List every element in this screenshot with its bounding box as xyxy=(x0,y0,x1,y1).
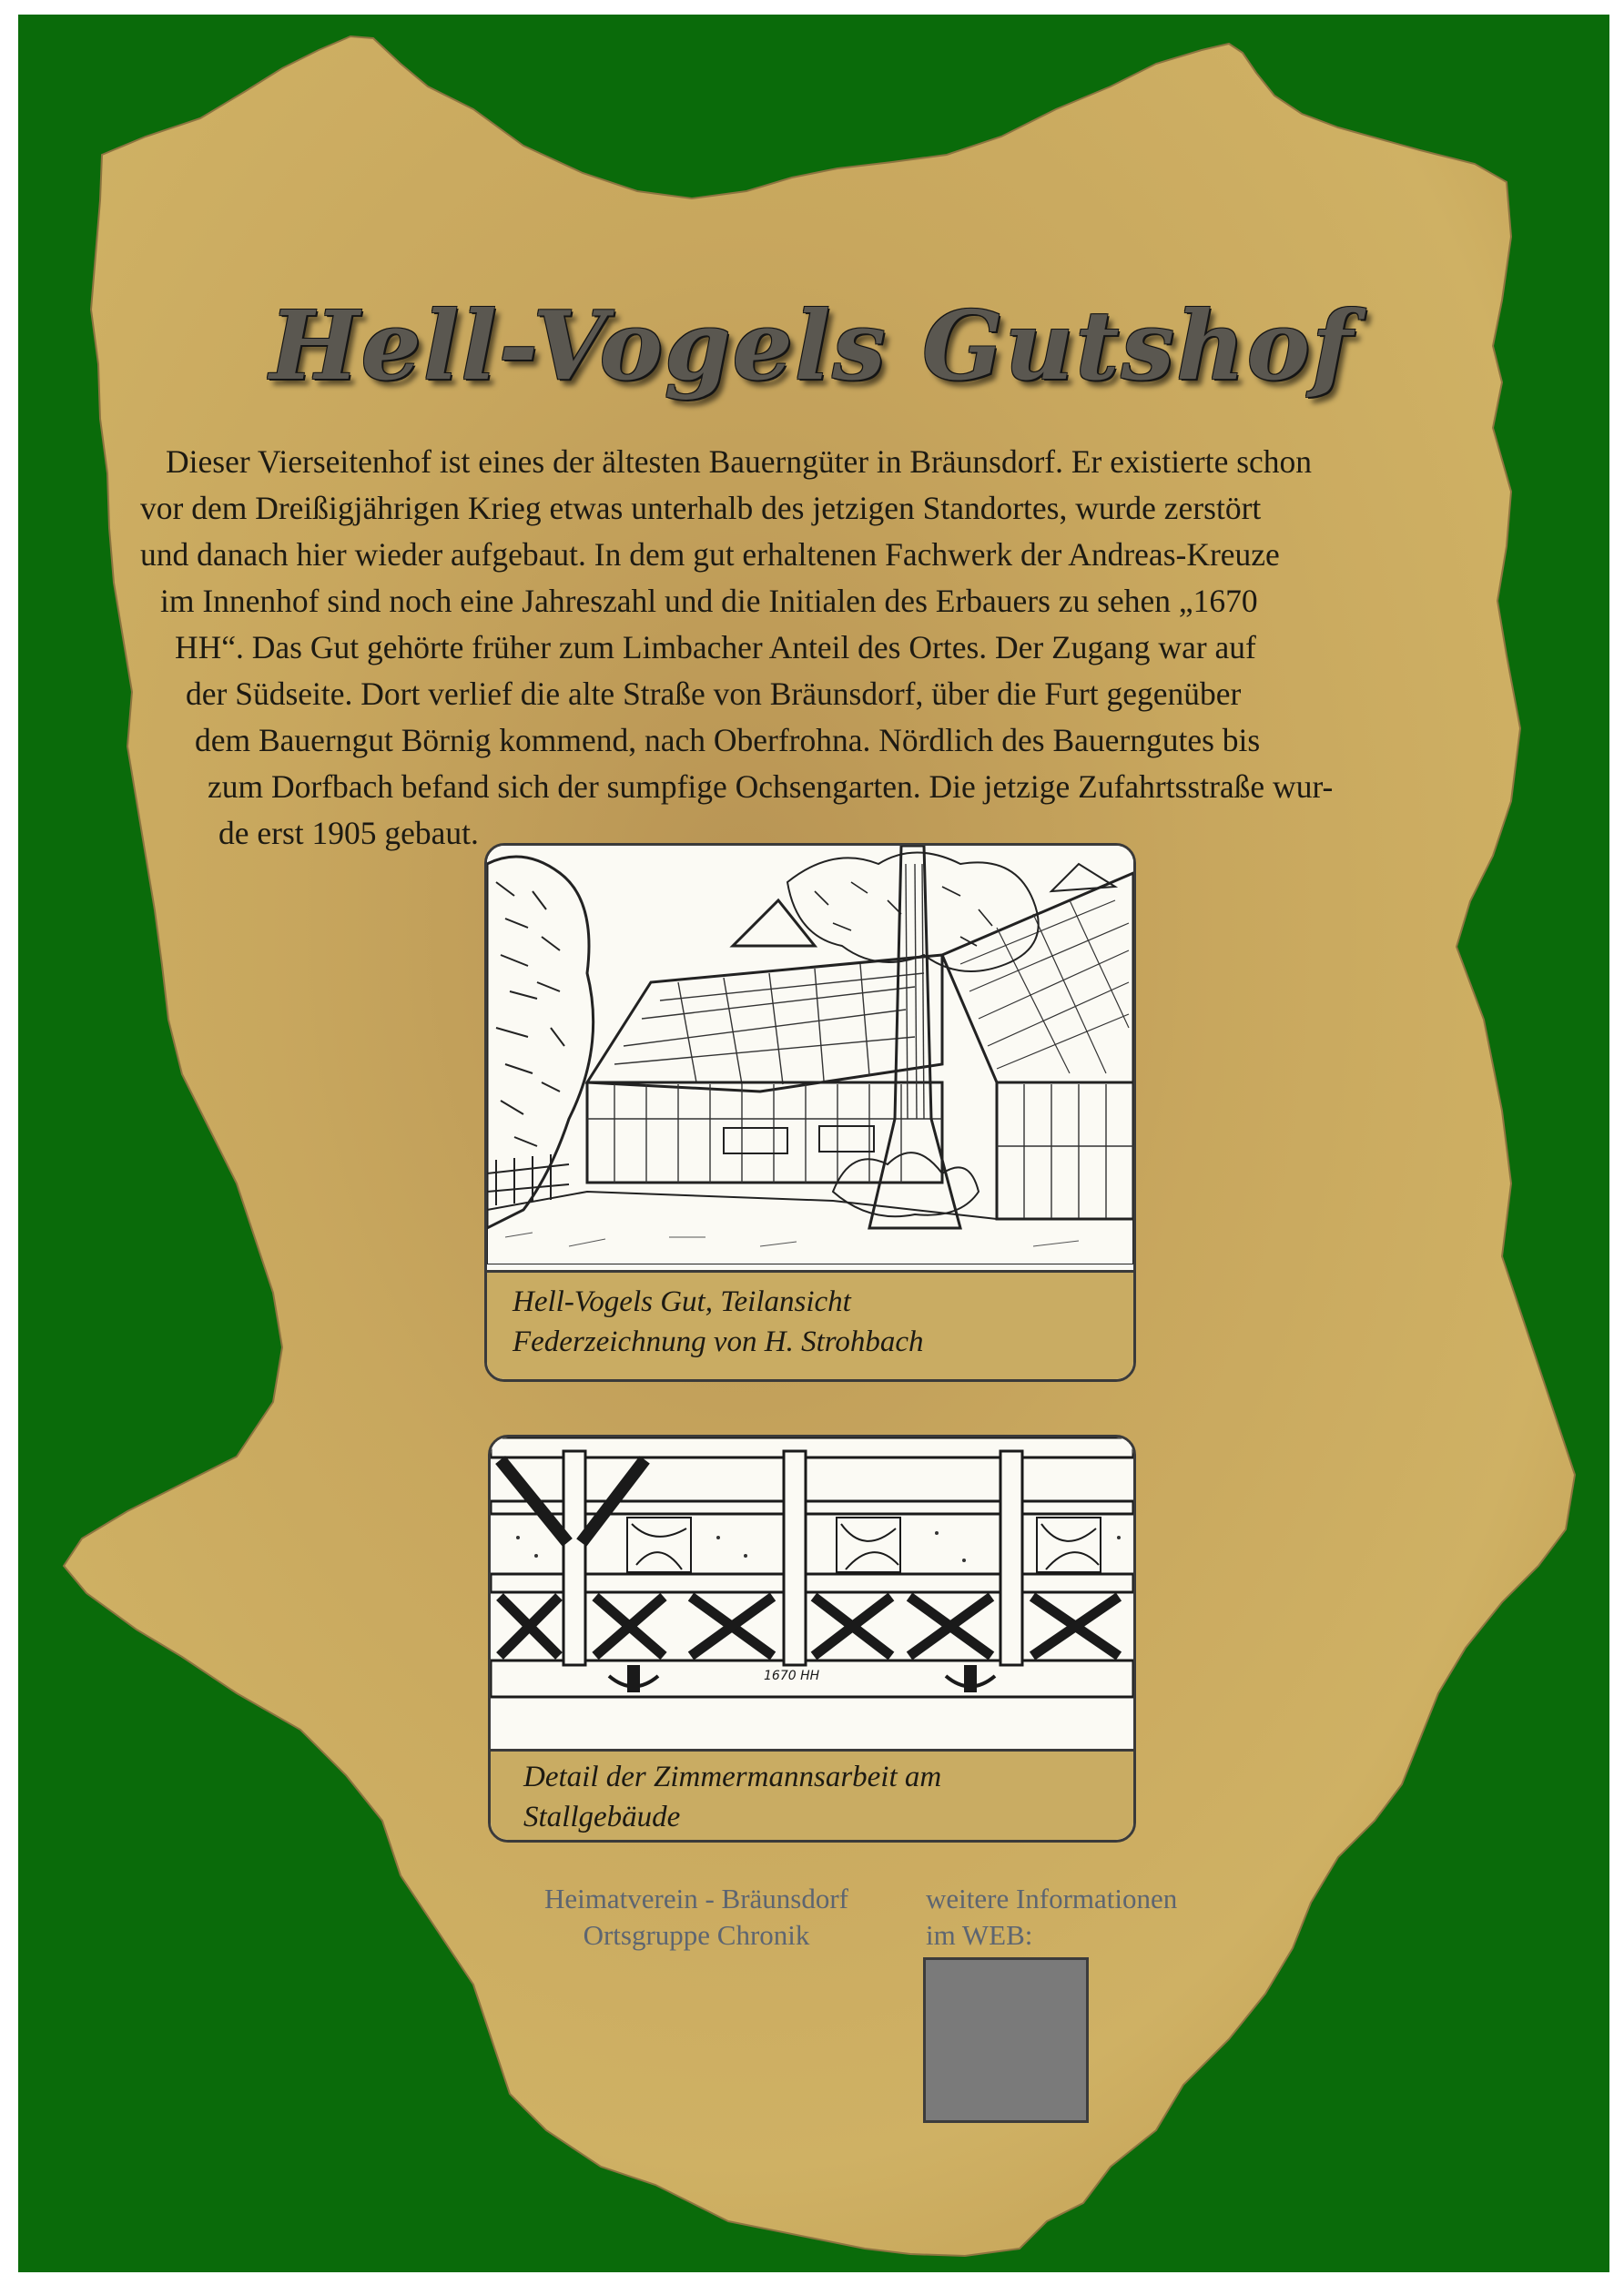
publisher-line: Ortsgruppe Chronik xyxy=(583,1919,810,1951)
body-line: HH“. Das Gut gehörte früher zum Limbacher Anteil des Ortes. Der Zugang war auf xyxy=(175,629,1256,665)
caption-line: Detail der Zimmermannsarbeit am xyxy=(523,1761,942,1793)
web-info-line: weitere Informationen xyxy=(926,1883,1178,1914)
page-title: Hell-Vogels Gutshof xyxy=(269,289,1355,401)
web-info-line: im WEB: xyxy=(926,1919,1033,1951)
timber-framing-drawing xyxy=(491,1437,1133,1747)
body-line: vor dem Dreißigjährigen Krieg etwas unterhalb des jetzigen Standortes, wurde zerstört xyxy=(140,490,1262,526)
body-line: Dieser Vierseitenhof ist eines der ältesten Bauerngüter in Bräunsdorf. Er existierte schon xyxy=(166,443,1313,480)
caption-line: Federzeichnung von H. Strohbach xyxy=(513,1325,924,1358)
figure-caption xyxy=(491,1749,1133,1840)
farmhouse-drawing xyxy=(487,846,1133,1264)
caption-line: Stallgebäude xyxy=(523,1801,681,1833)
publisher-info xyxy=(528,1881,865,1954)
beam-inscription: 1670 HH xyxy=(764,1669,820,1683)
body-line: im Innenhof sind noch eine Jahreszahl und die Initialen des Erbauers zu sehen „1670 xyxy=(160,583,1258,619)
farmhouse-figure xyxy=(484,843,1136,1382)
body-line: und danach hier wieder aufgebaut. In dem gut erhaltenen Fachwerk der Andreas-Kreuze xyxy=(140,536,1280,573)
qr-code-placeholder[interactable] xyxy=(923,1957,1089,2123)
body-line: dem Bauerngut Börnig kommend, nach Oberfrohna. Nördlich des Bauerngutes bis xyxy=(195,722,1261,758)
body-line: zum Dorfbach befand sich der sumpfige Ochsengarten. Die jetzige Zufahrtsstraße wur- xyxy=(208,768,1334,805)
body-line: der Südseite. Dort verlief die alte Straße von Bräunsdorf, über die Furt gegenüber xyxy=(186,675,1242,712)
body-line: de erst 1905 gebaut. xyxy=(218,815,479,851)
publisher-line: Heimatverein - Bräunsdorf xyxy=(544,1883,848,1914)
intro-paragraph xyxy=(127,439,1511,857)
figure-caption xyxy=(487,1270,1133,1379)
web-info xyxy=(926,1881,1226,1954)
timber-detail-figure xyxy=(488,1435,1136,1843)
caption-line: Hell-Vogels Gut, Teilansicht xyxy=(513,1285,851,1318)
